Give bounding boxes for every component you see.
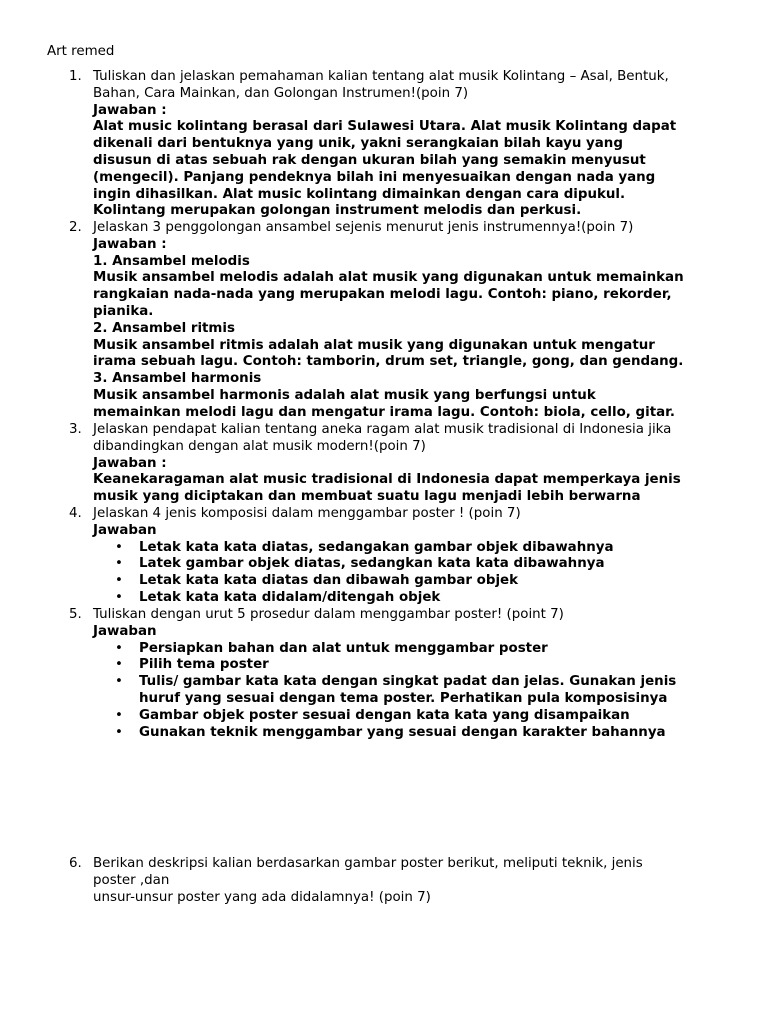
question-prompt-line: unsur-unsur poster yang ada didalamnya! (poin 7) — [93, 889, 431, 905]
list-item-text: Latek gambar objek diatas, sedangkan kata kata dibawahnya — [139, 556, 605, 572]
question-prompt-line: Tuliskan dan jelaskan pemahaman kalian tentang alat musik Kolintang – Asal, Bentuk, — [93, 69, 669, 84]
list-item — [93, 540, 753, 557]
answer-line: ingin dihasilkan. Alat music kolintang dimainkan dengan cara dipukul. — [93, 186, 626, 202]
bullet-icon: • — [115, 573, 123, 589]
question-prompt-line: Berikan deskripsi kalian berdasarkan gambar poster berikut, meliputi teknik, jenis — [93, 856, 643, 871]
answer-label: Jawaban : — [93, 236, 167, 252]
list-item-text: Gambar objek poster sesuai dengan kata kata yang disampaikan — [139, 707, 630, 723]
list-item-text: Letak kata kata diatas dan dibawah gambar objek — [139, 573, 519, 589]
answer-line: musik yang diciptakan dan membuat suatu lagu menjadi lebih berwarna — [93, 489, 641, 505]
list-item — [93, 573, 753, 590]
question-number: 6. — [69, 856, 82, 871]
question-body — [93, 607, 753, 741]
question-prompt-line: poster ,dan — [93, 872, 170, 888]
list-item — [93, 725, 753, 742]
list-item-text: Letak kata kata didalam/ditengah objek — [139, 589, 441, 605]
question-body — [93, 220, 753, 422]
question-number: 2. — [69, 220, 82, 235]
list-item — [93, 674, 753, 708]
answer-line: 2. Ansambel ritmis — [93, 320, 235, 336]
bullet-icon: • — [115, 724, 123, 740]
answer-line: rangkaian nada-nada yang merupakan melodi lagu. Contoh: piano, rekorder, — [93, 287, 672, 303]
list-item-text: huruf yang sesuai dengan tema poster. Perhatikan pula komposisinya — [139, 690, 668, 706]
list-item — [93, 556, 753, 573]
answer-label: Jawaban : — [93, 455, 167, 471]
bullet-icon: • — [115, 589, 123, 605]
answer-line: Musik ansambel harmonis adalah alat musik yang berfungsi untuk — [93, 387, 596, 403]
list-item-text: Gunakan teknik menggambar yang sesuai dengan karakter bahannya — [139, 724, 666, 740]
question-prompt-line: Jelaskan 4 jenis komposisi dalam menggambar poster ! (poin 7) — [93, 506, 521, 521]
list-item-text: Tulis/ gambar kata kata dengan singkat padat dan jelas. Gunakan jenis — [139, 674, 677, 690]
bullet-icon: • — [115, 657, 123, 673]
list-item — [93, 657, 753, 674]
answer-line: irama sebuah lagu. Contoh: tamborin, drum set, triangle, gong, dan gendang. — [93, 354, 684, 370]
answer-line: Keanekaragaman alat music tradisional di Indonesia dapat memperkaya jenis — [93, 472, 681, 488]
answer-line: memainkan melodi lagu dan mengatur irama lagu. Contoh: biola, cello, gitar. — [93, 404, 675, 420]
answer-label: Jawaban : — [93, 102, 167, 118]
list-item — [93, 708, 753, 725]
bullet-icon: • — [115, 674, 123, 690]
list-item-text: Persiapkan bahan dan alat untuk menggambar poster — [139, 640, 548, 656]
list-item-text: Pilih tema poster — [139, 657, 269, 673]
answer-line: 3. Ansambel harmonis — [93, 371, 262, 387]
bullet-icon: • — [115, 640, 123, 656]
list-item — [93, 590, 753, 607]
answer-line: (mengecil). Panjang pendeknya bilah ini menyesuaikan dengan nada yang — [93, 169, 656, 185]
question-body — [93, 506, 753, 607]
question-prompt-line: Jelaskan pendapat kalian tentang aneka ragam alat musik tradisional di Indonesia jika — [93, 422, 672, 437]
list-item-text: Letak kata kata diatas, sedangakan gambar objek dibawahnya — [139, 539, 614, 555]
bullet-icon: • — [115, 556, 123, 572]
question-body — [93, 856, 753, 906]
question-number: 1. — [69, 69, 82, 84]
question-body — [93, 422, 753, 506]
question-prompt-line: Tuliskan dengan urut 5 prosedur dalam menggambar poster! (point 7) — [93, 607, 564, 622]
question-prompt-line: dibandingkan dengan alat musik modern!(poin 7) — [93, 438, 426, 454]
answer-line: dikenali dari bentuknya yang unik, yakni serangkaian bilah kayu yang — [93, 136, 623, 152]
question-prompt-line: Bahan, Cara Mainkan, dan Golongan Instrumen!(poin 7) — [93, 85, 469, 101]
question-prompt-line: Jelaskan 3 penggolongan ansambel sejenis menurut jenis instrumennya!(poin 7) — [93, 220, 634, 235]
answer-label: Jawaban — [93, 623, 157, 639]
answer-line: pianika. — [93, 303, 154, 319]
answer-line: Musik ansambel ritmis adalah alat musik yang digunakan untuk mengatur — [93, 337, 655, 353]
answer-line: 1. Ansambel melodis — [93, 253, 250, 269]
bullet-icon: • — [115, 539, 123, 555]
answer-label: Jawaban — [93, 522, 157, 538]
list-item — [93, 641, 753, 658]
bullet-icon: • — [115, 707, 123, 723]
answer-line: disusun di atas sebuah rak dengan ukuran bilah yang semakin menyusut — [93, 152, 646, 168]
question-body — [93, 69, 753, 220]
question-number: 5. — [69, 607, 82, 622]
document-title: Art remed — [47, 44, 115, 59]
question-number: 4. — [69, 506, 82, 521]
question-number: 3. — [69, 422, 82, 437]
answer-line: Kolintang merupakan golongan instrument melodis dan perkusi. — [93, 203, 582, 219]
answer-line: Alat music kolintang berasal dari Sulawesi Utara. Alat musik Kolintang dapat — [93, 119, 677, 135]
answer-line: Musik ansambel melodis adalah alat musik yang digunakan untuk memainkan — [93, 270, 684, 286]
